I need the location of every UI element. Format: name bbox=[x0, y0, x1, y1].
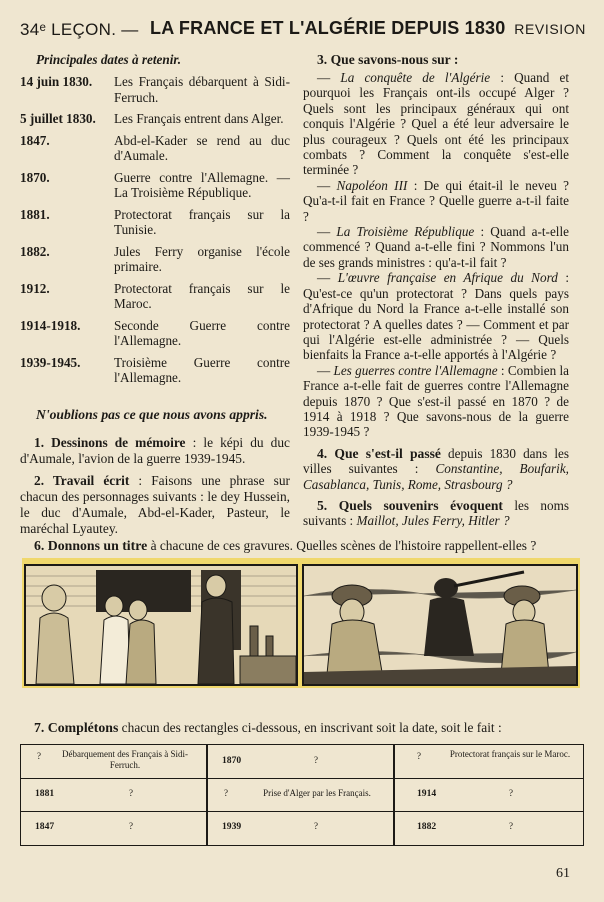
lesson-number: 34ᵉ LEÇON. — bbox=[20, 20, 139, 39]
date: 1914-1918. bbox=[20, 317, 81, 333]
topic: Napoléon III bbox=[336, 177, 408, 193]
cell-fact: ? bbox=[509, 788, 513, 798]
grid-cell bbox=[208, 811, 393, 844]
left-column bbox=[20, 52, 290, 543]
exercise-2-text: : Faisons une phrase sur chacun des personnages suivants : le dey Hussein, le duc d'Aumale, Abd-el-Kader, Pasteur, le maréchal Lyautey. bbox=[20, 472, 290, 536]
date-row bbox=[20, 207, 290, 238]
grid-cell bbox=[208, 745, 393, 779]
date-row bbox=[20, 318, 290, 349]
date: 5 juillet 1830. bbox=[20, 111, 96, 126]
topic-questions: : Quand a-t-elle commencé ? Quand a-t-elle fini ? Nommons l'un de ses grands ministres : qu'a-t-il fait ? bbox=[303, 224, 569, 270]
date: 1912. bbox=[20, 280, 50, 296]
cell-date: ? bbox=[417, 751, 421, 761]
cell-fact: ? bbox=[314, 821, 318, 831]
topic: Les guerres contre l'Allemagne bbox=[333, 362, 498, 378]
date-row bbox=[20, 111, 290, 127]
cell-date: 1882 bbox=[417, 821, 437, 832]
exercise-6-label: 6. Donnons un titre bbox=[34, 538, 148, 553]
date: 1881. bbox=[20, 206, 50, 222]
exercise-1-label: 1. Dessinons de mémoire bbox=[34, 434, 186, 450]
cell-fact: ? bbox=[314, 755, 318, 765]
grid-cell bbox=[395, 778, 583, 812]
cell-date: ? bbox=[37, 751, 41, 761]
engravings-band bbox=[22, 558, 580, 688]
revision-label: REVISION bbox=[514, 21, 586, 37]
grid-cell bbox=[21, 745, 206, 779]
topic: L'œuvre française en Afrique du Nord bbox=[337, 270, 558, 286]
exercise-2-label: 2. Travail écrit bbox=[34, 472, 130, 488]
question-5-label: 5. Quels souvenirs évoquent bbox=[317, 497, 503, 513]
date-event: Seconde Guerre contre l'Allemagne. bbox=[114, 317, 290, 348]
date-row bbox=[20, 355, 290, 386]
question-3-item: — La conquête de l'Algérie : Quand et pourquoi les Français ont-ils occupé Alger ? Quels sont les principaux généraux qui ont conquis l'Algérie ? Quel a été leur adversaire le plus courageux ? Quels ont été les principaux combats ? Comment la conquête s'est-elle terminée ? bbox=[303, 70, 570, 178]
lesson-header bbox=[20, 18, 586, 42]
exercise-2 bbox=[20, 473, 290, 537]
engraving-drawing bbox=[304, 566, 576, 684]
grid-column-1 bbox=[21, 745, 206, 845]
grid-cell bbox=[208, 778, 393, 812]
date: 14 juin 1830. bbox=[20, 74, 93, 89]
date-event: Les Français entrent dans Alger. bbox=[114, 111, 284, 126]
cell-fact: Débarquement des Français à Sidi-Ferruch. bbox=[62, 749, 188, 770]
exercise-6-text: à chacune de ces gravures. Quelles scènes de l'histoire rappellent-elles ? bbox=[147, 538, 537, 553]
date-event: Troisième Guerre contre l'Allemagne. bbox=[114, 354, 290, 385]
lesson-title: LA FRANCE ET L'ALGÉRIE DEPUIS 1830 bbox=[150, 18, 506, 38]
exercise-7 bbox=[34, 720, 574, 736]
question-3-title: 3. Que savons-nous sur : bbox=[317, 52, 459, 67]
topic: La conquête de l'Algérie bbox=[340, 70, 491, 85]
grid-cell bbox=[21, 811, 206, 844]
cell-date: ? bbox=[224, 788, 228, 798]
cell-fact: ? bbox=[509, 821, 513, 831]
cell-fact: Protectorat français sur le Maroc. bbox=[449, 749, 571, 759]
cell-date: 1847 bbox=[35, 821, 55, 832]
topic-questions: : Quand et pourquoi les Français ont-ils occupé Alger ? Quels sont les principaux généraux qui ont conquis l'Algérie ? Quel a été leur adversaire le plus courageux ? Quels ont été les principaux combats ? Comment la conquête s'est-elle terminée ? bbox=[303, 70, 570, 178]
cell-fact: ? bbox=[129, 821, 133, 831]
exercise-6 bbox=[34, 538, 574, 554]
date-event: Protectorat français sur le Maroc. bbox=[114, 280, 290, 311]
cell-fact: ? bbox=[129, 788, 133, 798]
cell-date: 1881 bbox=[35, 788, 55, 799]
date-event: Jules Ferry organise l'école primaire. bbox=[114, 243, 290, 274]
date-row bbox=[20, 281, 290, 312]
exercise-1 bbox=[20, 435, 290, 467]
date: 1870. bbox=[20, 169, 50, 185]
date-event: Guerre contre l'Allemagne. — La Troisième République. bbox=[114, 169, 290, 200]
cell-date: 1939 bbox=[222, 821, 242, 832]
dates-list bbox=[20, 74, 290, 386]
topic-questions: : De qui était-il le neveu ? Qu'a-t-il fait en France ? Quelle guerre a-t-il faite ? bbox=[303, 177, 569, 224]
topic-questions: : Combien la France a-t-elle fait de guerres contre l'Allemagne depuis 1870 ? Que s'est-il passé en 1870 ? de 1914 à 1918 ? Que savons-nous de la guerre 1939-1945 ? bbox=[303, 362, 570, 440]
date: 1939-1945. bbox=[20, 354, 81, 370]
engraving-battle-scene bbox=[302, 564, 578, 686]
question-4-label: 4. Que s'est-il passé bbox=[317, 445, 441, 461]
topic: La Troisième République bbox=[336, 224, 475, 240]
grid-cell bbox=[21, 778, 206, 812]
date-event: Protectorat français sur la Tunisie. bbox=[114, 206, 290, 237]
exercise-7-text: chacun des rectangles ci-dessous, en inscrivant soit la date, soit le fait : bbox=[118, 720, 502, 735]
engraving-drawing bbox=[26, 566, 296, 684]
dates-title: Principales dates à retenir. bbox=[36, 52, 182, 67]
right-column bbox=[303, 52, 569, 529]
date-row bbox=[20, 133, 290, 164]
date-row bbox=[20, 244, 290, 275]
question-3-item: — La Troisième République : Quand a-t-elle commencé ? Quand a-t-elle fini ? Nommons l'un de ses grands ministres : qu'a-t-il fait ? bbox=[303, 224, 569, 270]
cell-date: 1914 bbox=[417, 788, 437, 799]
cell-fact: Prise d'Alger par les Français. bbox=[263, 788, 371, 798]
page-number: 61 bbox=[556, 866, 570, 881]
question-4 bbox=[303, 446, 569, 492]
question-3-item: — Les guerres contre l'Allemagne : Combien la France a-t-elle fait de guerres contre l'Allemagne depuis 1870 ? Que s'est-il passé en 1870 ? de 1914 à 1918 ? Que savons-nous de la guerre 1939-1945 ? bbox=[303, 362, 570, 440]
topic-questions: : Qu'est-ce qu'un protectorat ? Dans quels pays d'Afrique du Nord la France a-t-elle installé son protectorat ? A quelles dates ? — Comment et par qui l'Algérie est-elle administrée ? — Quels bienfaits la France a-t-elle apportés à l'Algérie ? bbox=[303, 270, 569, 363]
question-3-item: — Napoléon III : De qui était-il le neveu ? Qu'a-t-il fait en France ? Quelle guerre a-t-il faite ? bbox=[303, 177, 569, 224]
grid-cell bbox=[395, 811, 583, 844]
engraving-pasteur-scene bbox=[24, 564, 298, 686]
date-row bbox=[20, 74, 290, 105]
exercise-1-text: : le képi du duc d'Aumale, l'avion de la guerre 1939-1945. bbox=[20, 434, 290, 466]
question-5 bbox=[303, 498, 569, 529]
question-5-text: les noms suivants : bbox=[303, 497, 569, 529]
question-4-text: depuis 1830 dans les villes suivantes : bbox=[303, 445, 569, 477]
date: 1847. bbox=[20, 132, 50, 148]
question-4-cities: Constantine, Boufarik, Casablanca, Tunis, Rome, Strasbourg ? bbox=[303, 461, 569, 492]
grid-column-2 bbox=[208, 745, 393, 845]
date-row bbox=[20, 170, 290, 201]
exercise-7-label: 7. Complétons bbox=[34, 720, 119, 735]
cell-date: 1870 bbox=[222, 755, 242, 766]
grid-cell bbox=[395, 745, 583, 779]
completion-grid bbox=[20, 744, 584, 846]
review-heading: N'oublions pas ce que nous avons appris. bbox=[36, 406, 268, 422]
grid-column-3 bbox=[395, 745, 583, 845]
question-5-names: Maillot, Jules Ferry, Hitler ? bbox=[356, 513, 510, 529]
date-event: Les Français débarquent à Sidi-Ferruch. bbox=[114, 74, 290, 105]
date: 1882. bbox=[20, 243, 50, 259]
question-3-item: — L'œuvre française en Afrique du Nord : Qu'est-ce qu'un protectorat ? Dans quels pays d'Afrique du Nord la France a-t-elle installé son protectorat ? A quelles dates ? — Comment et par qui l'Algérie est-elle administrée ? — Quels bienfaits la France a-t-elle apportés à l'Algérie ? bbox=[303, 270, 569, 363]
date-event: Abd-el-Kader se rend au duc d'Aumale. bbox=[114, 132, 290, 163]
